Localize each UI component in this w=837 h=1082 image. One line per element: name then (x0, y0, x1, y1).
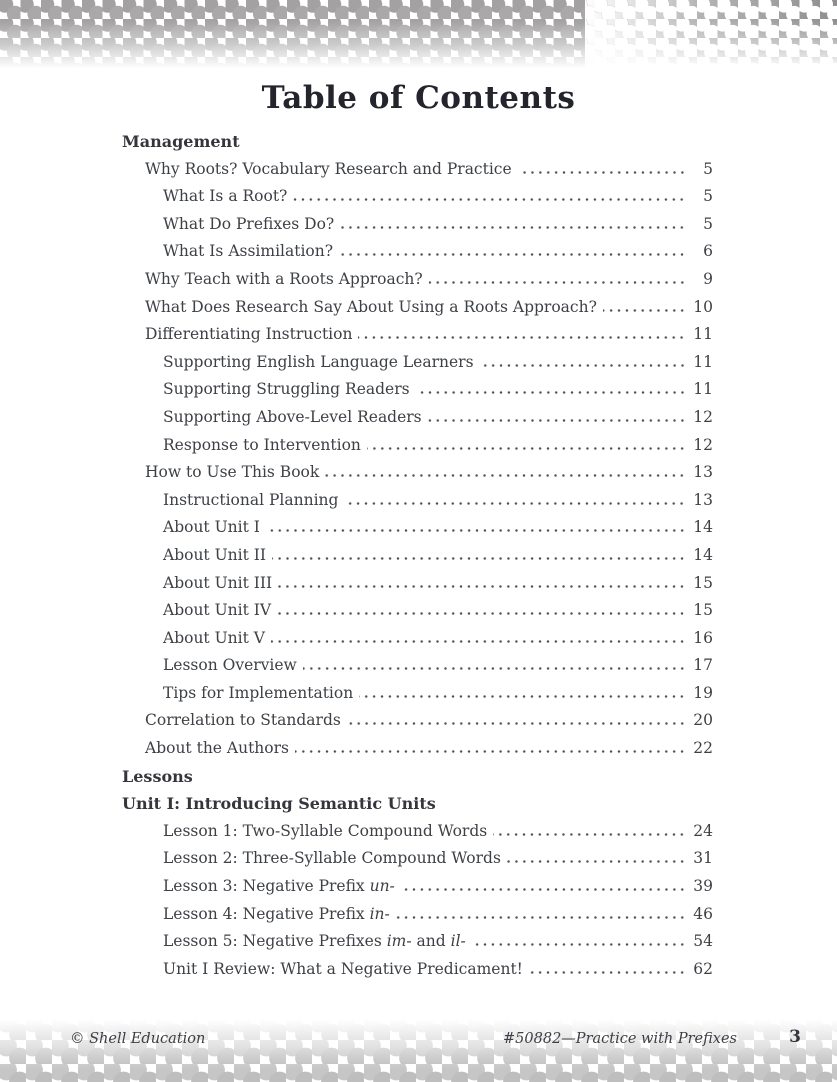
toc-entry-label: About Unit III (163, 573, 273, 592)
toc-entry (122, 629, 713, 657)
toc-section-heading (122, 767, 713, 795)
toc-page-number: 15 (693, 601, 713, 620)
toc-page-number: 20 (693, 711, 713, 730)
toc-page-number: 46 (693, 904, 713, 923)
toc-list (122, 132, 713, 987)
footer-book-reference: #50882—Practice with Prefixes (503, 1031, 737, 1047)
toc-entry-label: Response to Intervention (163, 435, 361, 454)
toc-page-number: 11 (693, 380, 713, 399)
toc-entry-label: What Is a Root? (163, 187, 288, 206)
toc-entry (122, 491, 713, 519)
dot-leader (480, 364, 686, 367)
toc-entry-label: Lesson 3: Negative Prefix un- (163, 877, 395, 896)
toc-entry (122, 739, 713, 767)
toc-page-number: 16 (693, 628, 713, 647)
dot-leader (295, 750, 686, 753)
toc-page-number: 62 (693, 959, 713, 978)
toc-entry (122, 849, 713, 877)
toc-section-heading (122, 794, 713, 822)
toc-entry (122, 905, 713, 933)
top-halftone-decoration (0, 0, 837, 72)
toc-entry-label: Why Teach with a Roots Approach? (145, 269, 423, 288)
dot-leader (359, 695, 686, 698)
toc-entry-label: About Unit IV (163, 601, 272, 620)
toc-page-number: 6 (703, 242, 713, 261)
dot-leader (347, 722, 686, 725)
toc-entry (122, 463, 713, 491)
toc-entry (122, 822, 713, 850)
toc-page-number: 17 (693, 656, 713, 675)
toc-page-number: 14 (693, 545, 713, 564)
toc-entry (122, 601, 713, 629)
toc-page-number: 12 (693, 407, 713, 426)
toc-page-number: 15 (693, 573, 713, 592)
toc-page-number: 11 (693, 325, 713, 344)
toc-entry-label: Lesson 1: Two-Syllable Compound Words (163, 821, 488, 840)
toc-entry-label: About Unit V (163, 628, 265, 647)
toc-entry-label: Lesson Overview (163, 656, 297, 675)
toc-entry-label: Correlation to Standards (145, 711, 341, 730)
toc-entry (122, 380, 713, 408)
toc-entry (122, 325, 713, 353)
dot-leader (603, 309, 686, 312)
toc-entry (122, 187, 713, 215)
toc-entry-label: Unit I: Introducing Semantic Units (122, 794, 436, 814)
toc-page-number: 24 (693, 821, 713, 840)
toc-page-number: 13 (693, 463, 713, 482)
toc-page-number: 14 (693, 518, 713, 537)
dot-leader (339, 253, 686, 256)
toc-entry-label: Lesson 5: Negative Prefixes im- and il- (163, 932, 466, 951)
toc-entry (122, 518, 713, 546)
dot-leader (271, 640, 686, 643)
toc-section-heading (122, 132, 713, 160)
toc-entry (122, 436, 713, 464)
dot-leader (293, 198, 686, 201)
dot-leader (529, 971, 686, 974)
footer-page-number: 3 (789, 1027, 801, 1047)
dot-leader (428, 419, 686, 422)
toc-entry (122, 353, 713, 381)
dot-leader (325, 474, 686, 477)
dot-leader (472, 943, 686, 946)
toc-entry-label: Unit I Review: What a Negative Predicament! (163, 959, 523, 978)
toc-entry-label: What Does Research Say About Using a Roots Approach? (145, 297, 597, 316)
toc-page-number: 19 (693, 683, 713, 702)
toc-entry-label: Supporting Above-Level Readers (163, 407, 422, 426)
toc-entry-label: Lesson 2: Three-Syllable Compound Words (163, 849, 501, 868)
toc-entry-label: Supporting Struggling Readers (163, 380, 410, 399)
toc-page-number: 11 (693, 352, 713, 371)
toc-entry-label: Management (122, 132, 240, 151)
toc-entry (122, 408, 713, 436)
toc-entry-label: Supporting English Language Learners (163, 352, 474, 371)
toc-entry (122, 546, 713, 574)
toc-entry-label: What Do Prefixes Do? (163, 214, 335, 233)
page-title: Table of Contents (261, 80, 576, 116)
dot-leader (507, 860, 686, 863)
toc-entry-label: Lesson 4: Negative Prefix in- (163, 904, 390, 923)
toc-entry (122, 684, 713, 712)
dot-leader (416, 391, 686, 394)
toc-page-number: 12 (693, 435, 713, 454)
toc-page-number: 31 (693, 849, 713, 868)
toc-entry-label: Instructional Planning (163, 490, 339, 509)
toc-entry (122, 215, 713, 243)
toc-page-number: 9 (703, 269, 713, 288)
dot-leader (396, 916, 686, 919)
toc-entry-label: Tips for Implementation (163, 683, 354, 702)
dot-leader (278, 585, 686, 588)
toc-entry-label: Differentiating Instruction (145, 325, 353, 344)
bottom-halftone-decoration (0, 1016, 837, 1082)
toc-entry (122, 877, 713, 905)
toc-page-number: 13 (693, 490, 713, 509)
toc-entry (122, 298, 713, 326)
toc-page-number: 39 (693, 877, 713, 896)
dot-leader (272, 557, 686, 560)
toc-entry-label: About Unit II (163, 545, 266, 564)
dot-leader (358, 336, 686, 339)
toc-entry (122, 711, 713, 739)
toc-page-number: 22 (693, 739, 713, 758)
dot-leader (429, 281, 686, 284)
toc-entry-label: About the Authors (145, 739, 289, 758)
dot-leader (303, 667, 686, 670)
toc-entry-label: What Is Assimilation? (163, 242, 334, 261)
toc-entry (122, 656, 713, 684)
toc-entry-label: Lessons (122, 766, 193, 786)
toc-page-number: 10 (693, 297, 713, 316)
toc-entry (122, 574, 713, 602)
dot-leader (344, 502, 686, 505)
dot-leader (401, 888, 686, 891)
dot-leader (266, 529, 686, 532)
dot-leader (518, 171, 686, 174)
toc-entry-label: How to Use This Book (145, 463, 320, 482)
toc-entry-label: Why Roots? Vocabulary Research and Practice (145, 159, 512, 178)
toc-page-number: 5 (703, 159, 713, 178)
dot-leader (493, 833, 686, 836)
toc-entry (122, 160, 713, 188)
toc-entry (122, 960, 713, 988)
dot-leader (340, 226, 686, 229)
toc-entry-label: About Unit I (163, 518, 260, 537)
toc-entry (122, 270, 713, 298)
toc-page-number: 5 (703, 214, 713, 233)
footer-copyright: © Shell Education (70, 1031, 206, 1047)
dot-leader (367, 447, 686, 450)
dot-leader (277, 612, 686, 615)
toc-page-number: 5 (703, 187, 713, 206)
toc-entry (122, 932, 713, 960)
toc-page-number: 54 (693, 932, 713, 951)
toc-entry (122, 242, 713, 270)
